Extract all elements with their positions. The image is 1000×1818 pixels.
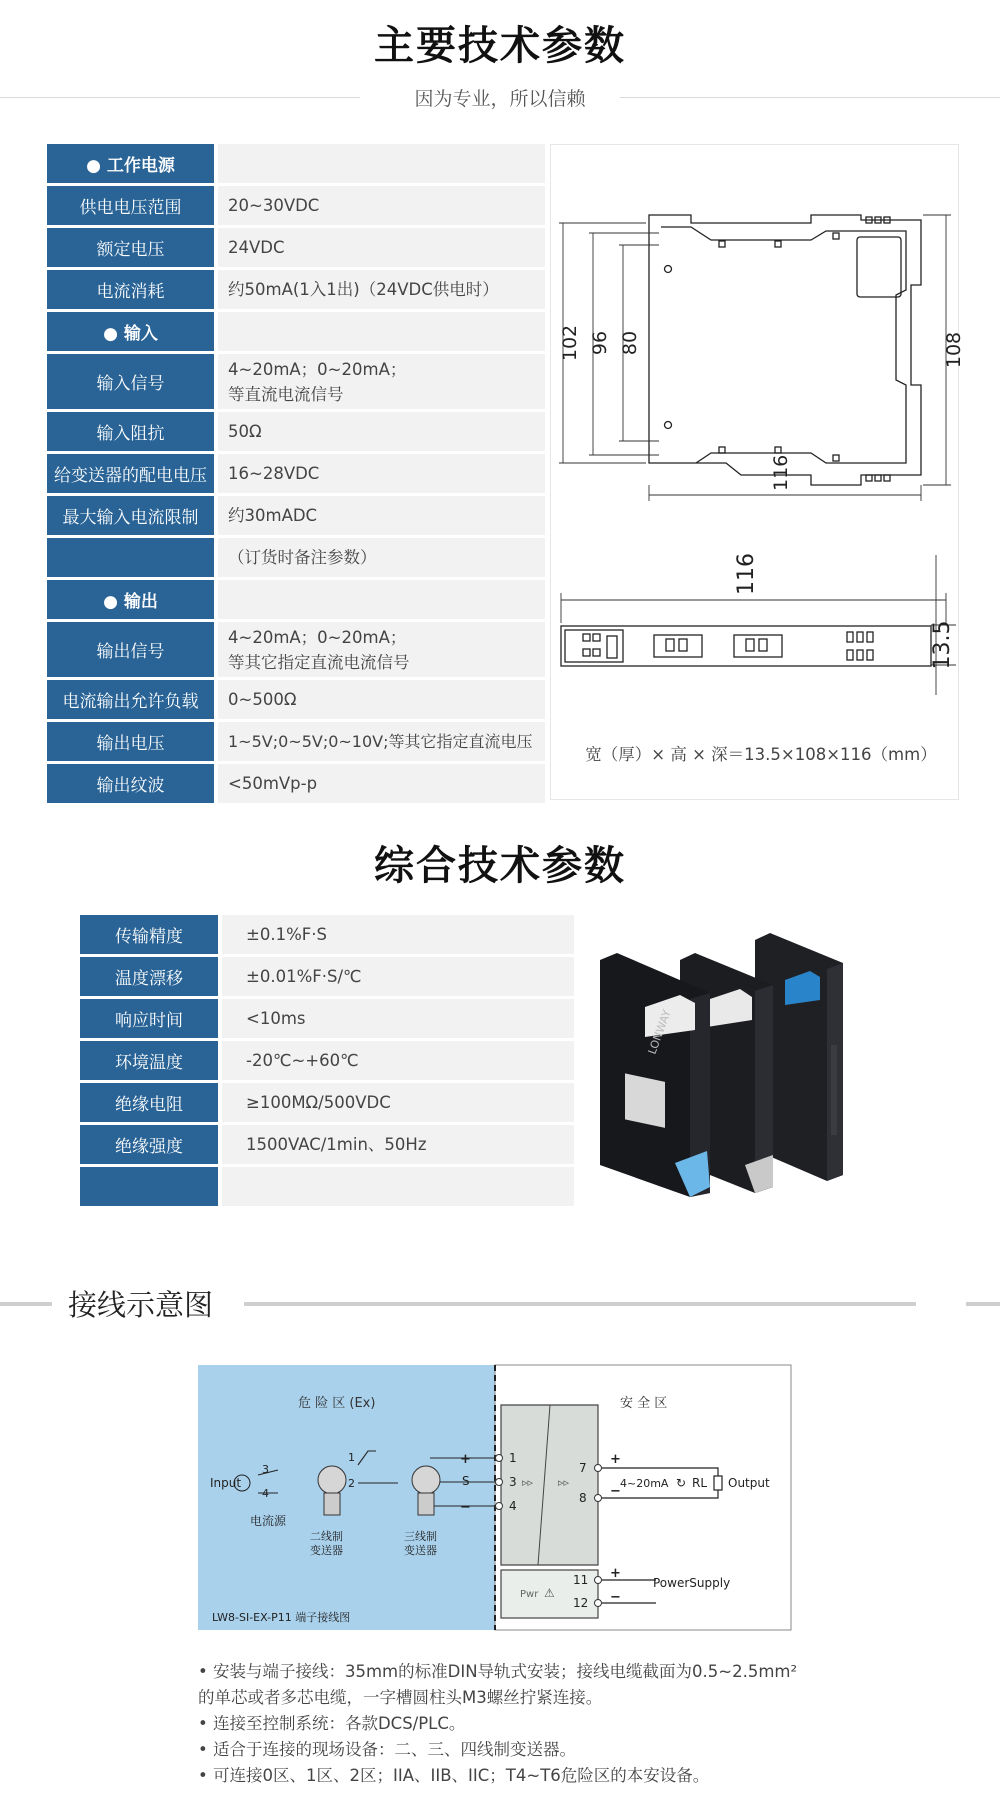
row-label: 传输精度 <box>80 915 218 954</box>
pwr-label: Pwr <box>520 1589 539 1600</box>
table-row <box>47 312 545 351</box>
table-row <box>47 454 545 493</box>
terminal-7: 7 <box>579 1461 587 1475</box>
two-term-2: 2 <box>348 1477 355 1490</box>
product-brand: LONWAY <box>645 1008 674 1057</box>
row-label: ● 工作电源 <box>47 144 214 183</box>
wiring-diagram <box>198 1365 791 1630</box>
dim-116-top: 116 <box>770 454 792 491</box>
current-source-label: 电流源 <box>250 1514 287 1528</box>
two-term-1: 1 <box>348 1451 355 1464</box>
row-label <box>80 1167 218 1206</box>
section2-title: 综合技术参数 <box>374 843 626 889</box>
table-row <box>47 144 545 183</box>
dim-13-5: 13.5 <box>930 620 955 670</box>
row-value: 50Ω <box>218 412 545 451</box>
hazard-title: 危 险 区 (Ex) <box>298 1396 376 1411</box>
row-value: 16~28VDC <box>218 454 545 493</box>
terminal-3: 3 <box>509 1475 517 1489</box>
output-label: Output <box>728 1476 770 1490</box>
row-label: 电流输出允许负载 <box>47 680 214 719</box>
row-value: <50mVp-p <box>218 764 545 803</box>
power-supply-label: PowerSupply <box>653 1576 731 1590</box>
row-label: 电流消耗 <box>47 270 214 309</box>
section1-subtitle: 因为专业，所以信赖 <box>414 88 586 110</box>
row-label: ● 输出 <box>47 580 214 619</box>
note-line-1: • 安装与端子接线：35mm的标准DIN导轨式安装；接线电缆截面为0.5~2.5mm² <box>198 1662 798 1681</box>
terminal-11: 11 <box>573 1573 589 1587</box>
table-row <box>80 1125 574 1164</box>
row-value <box>218 312 545 351</box>
s-label: S <box>462 1474 470 1488</box>
table-row <box>47 270 545 309</box>
dim-116-side: 116 <box>734 553 759 595</box>
row-value: 1500VAC/1min、50Hz <box>222 1125 574 1164</box>
barrier-symbol-left: ▹▹ <box>522 1476 534 1489</box>
haz-plus: + <box>460 1452 471 1467</box>
terminal-12: 12 <box>573 1596 589 1610</box>
row-label: 额定电压 <box>47 228 214 267</box>
note-line-3: • 连接至控制系统：各款DCS/PLC。 <box>198 1714 466 1733</box>
two-wire-line2: 变送器 <box>310 1544 343 1557</box>
row-value: 24VDC <box>218 228 545 267</box>
row-label: 输入阻抗 <box>47 412 214 451</box>
row-label: 响应时间 <box>80 999 218 1038</box>
table-row <box>47 496 545 535</box>
row-value: <10ms <box>222 999 574 1038</box>
table-row <box>47 228 545 267</box>
terminal-8: 8 <box>579 1491 587 1505</box>
row-label: 输出纹波 <box>47 764 214 803</box>
barrier-symbol-right: ▹▹ <box>558 1476 570 1489</box>
row-value: -20℃~+60℃ <box>222 1041 574 1080</box>
row-label: 环境温度 <box>80 1041 218 1080</box>
three-wire-line2: 变送器 <box>404 1544 437 1557</box>
dim-102: 102 <box>559 324 581 362</box>
row-label <box>47 538 214 577</box>
safe-title: 安 全 区 <box>620 1396 668 1411</box>
pwr-minus: − <box>610 1590 621 1605</box>
row-value <box>222 1167 574 1206</box>
dimension-drawing <box>550 144 965 800</box>
table-row <box>47 580 545 619</box>
row-value: ±0.01%F·S/℃ <box>222 957 574 996</box>
divider-end-bar <box>966 1302 1000 1306</box>
dimension-caption: 宽（厚）× 高 × 深＝13.5×108×116（mm） <box>585 745 937 764</box>
note-line-5: • 可连接0区、1区、2区；IIA、IIB、IIC；T4~T6危险区的本安设备。 <box>198 1766 710 1785</box>
src-term-4: 4 <box>262 1487 269 1500</box>
divider-left-bar <box>0 1302 52 1306</box>
value-line-1: 4~20mA；0~20mA； <box>228 627 407 647</box>
row-value: ≥100MΩ/500VDC <box>222 1083 574 1122</box>
row-label: 绝缘电阻 <box>80 1083 218 1122</box>
table-row <box>47 622 545 677</box>
note-line-4: • 适合于连接的现场设备：二、三、四线制变送器。 <box>198 1740 576 1759</box>
table-row <box>47 680 545 719</box>
signal-label: 4~20mA <box>620 1477 669 1490</box>
diagram-footer: LW8-SI-EX-P11 端子接线图 <box>212 1611 351 1624</box>
led-icon: ⚠ <box>544 1586 555 1600</box>
table-row <box>80 1041 574 1080</box>
row-value <box>218 622 545 677</box>
dim-96: 96 <box>589 330 611 356</box>
row-label: 输入信号 <box>47 354 214 409</box>
row-label: 给变送器的配电电压 <box>47 454 214 493</box>
dim-80: 80 <box>619 330 641 356</box>
row-label: 供电电压范围 <box>47 186 214 225</box>
section1-title: 主要技术参数 <box>374 23 626 69</box>
table-row <box>80 1167 574 1206</box>
note-line-2: 的单芯或者多芯电缆，一字槽圆柱头M3螺丝拧紧连接。 <box>198 1688 603 1707</box>
row-value <box>218 144 545 183</box>
rl-label: RL <box>692 1476 708 1490</box>
table-row <box>47 412 545 451</box>
table-row <box>47 538 545 577</box>
general-spec-table <box>80 915 574 1209</box>
product-photo <box>595 925 935 1195</box>
terminal-1: 1 <box>509 1451 517 1465</box>
row-value: 约30mADC <box>218 496 545 535</box>
current-arrow-icon: ↻ <box>676 1476 687 1490</box>
out-plus: + <box>610 1452 621 1467</box>
table-row <box>80 1083 574 1122</box>
row-label: 输出信号 <box>47 622 214 677</box>
table-row <box>80 999 574 1038</box>
row-value <box>218 354 545 409</box>
table-row <box>47 764 545 803</box>
dimension-drawing-svg <box>551 145 965 799</box>
row-value <box>218 580 545 619</box>
row-label: 输出电压 <box>47 722 214 761</box>
row-value: 0~500Ω <box>218 680 545 719</box>
row-value: 1~5V;0~5V;0~10V;等其它指定直流电压 <box>218 722 545 761</box>
table-row <box>80 957 574 996</box>
row-value: ±0.1%F·S <box>222 915 574 954</box>
notes <box>198 1659 818 1789</box>
two-wire-line1: 二线制 <box>310 1530 343 1543</box>
table-row <box>80 915 574 954</box>
value-line-1: 4~20mA；0~20mA； <box>228 359 407 379</box>
out-minus: − <box>610 1484 621 1499</box>
table-row <box>47 186 545 225</box>
src-term-3: 3 <box>262 1463 269 1476</box>
input-label: Input <box>210 1476 242 1490</box>
table-row <box>47 354 545 409</box>
pwr-plus: + <box>610 1566 621 1581</box>
dim-108: 108 <box>943 331 965 369</box>
row-value: （订货时备注参数） <box>218 538 545 577</box>
value-line-2: 等直流电流信号 <box>228 384 344 404</box>
three-wire-line1: 三线制 <box>404 1530 437 1543</box>
divider-right-bar <box>244 1302 916 1306</box>
row-value: 20~30VDC <box>218 186 545 225</box>
row-label: 绝缘强度 <box>80 1125 218 1164</box>
terminal-4: 4 <box>509 1499 517 1513</box>
spec-table <box>47 144 545 798</box>
row-value: 约50mA(1入1出)（24VDC供电时） <box>218 270 545 309</box>
row-label: 最大输入电流限制 <box>47 496 214 535</box>
haz-minus: − <box>460 1500 471 1515</box>
section3-title: 接线示意图 <box>68 1288 214 1322</box>
table-row <box>47 722 545 761</box>
value-line-2: 等其它指定直流电流信号 <box>228 652 410 672</box>
row-label: 温度漂移 <box>80 957 218 996</box>
row-label: ● 输入 <box>47 312 214 351</box>
